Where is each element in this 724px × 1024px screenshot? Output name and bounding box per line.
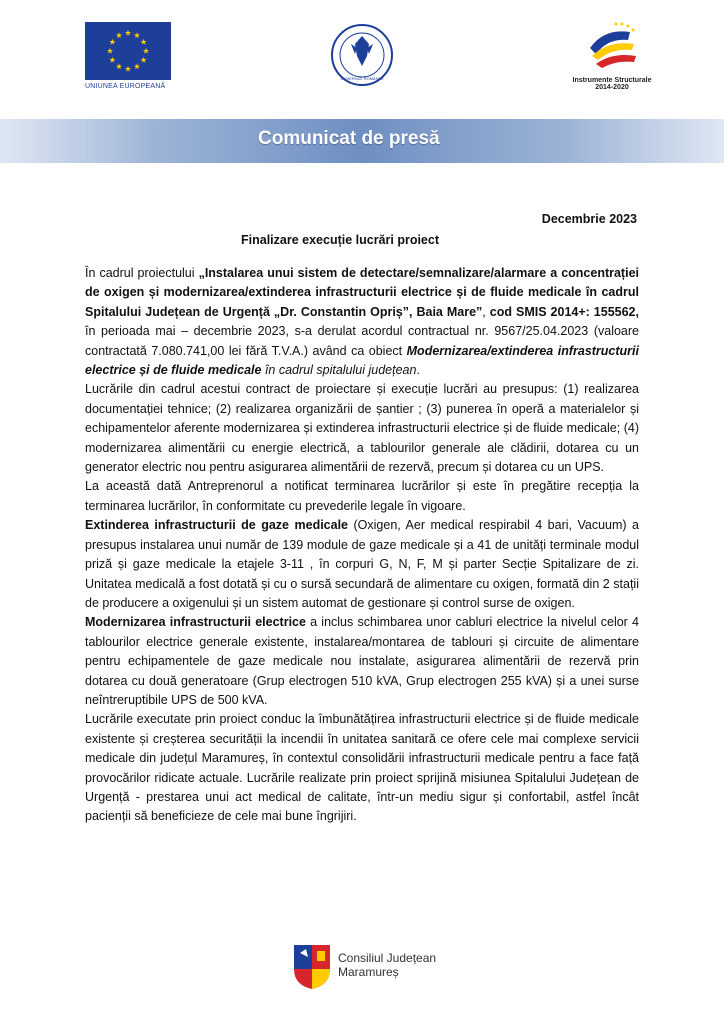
eu-flag-icon (85, 22, 171, 80)
eu-star-icon (109, 39, 115, 45)
gov-seal-text: GUVERNUL ROMÂNIEI (340, 76, 384, 81)
is-caption-title: Instrumente Structurale (572, 77, 652, 84)
eu-logo (85, 22, 175, 90)
is-emblem-icon (582, 18, 642, 70)
footer-logo (292, 943, 472, 991)
eu-star-icon (125, 66, 131, 72)
paragraph-intro: În cadrul proiectului „Instalarea unui sistem de detectare/semnalizare/alarmare a concentrației de oxigen și modernizarea/extinderea infrastructurii electrice și de fluide medicale în cadrul Spitalului Județean de Urgență „Dr. Constantin Opriș”, Baia Mare”, cod SMIS 2014+: 155562, în perioada mai – decembrie 2023, s-a derulat acordul contractual nr. 9567/25.04.2023 (valoare contractată 7.080.741,00 lei fără T.V.A.) având ca obiect Modernizarea/extinderea infrastructurii electrice și de fluide medicale în cadrul spitalului județean. (85, 266, 639, 378)
eu-star-icon (134, 63, 140, 69)
eu-star-icon (109, 57, 115, 63)
government-seal-logo (329, 22, 395, 88)
document-subtitle: Finalizare execuție lucrări proiect (241, 233, 439, 247)
eu-star-icon (134, 32, 140, 38)
is-caption-years: 2014-2020 (595, 84, 629, 91)
press-release-banner (0, 119, 724, 163)
eu-star-icon (107, 48, 113, 54)
document-date: Decembrie 2023 (541, 212, 637, 226)
eu-star-icon (141, 39, 147, 45)
eu-star-icon (141, 57, 147, 63)
paragraph-status: La această dată Antreprenorul a notificat terminarea lucrărilor și este în pregătire recepția la terminarea lucrărilor, în conformitate cu prevederile legale în vigoare. (85, 479, 639, 513)
paragraph-electric-infrastructure: Modernizarea infrastructurii electrice a inclus schimbarea unor cabluri electrice la nivelul celor 4 tablourilor electrice generale existente, instalarea/montarea de tablouri și circuite de alimentare pentru echipamentele de gaze medicale nou instalate, asigurarea alimentării de rezervă prin dotarea cu două generatoare (Grup electrogen 510 kVA, Grup electrogen 255 kVA) și a unei surse neîntreruptibile UPS de 500 kVA. (85, 615, 639, 707)
paragraph-works: Lucrările din cadrul acestui contract de proiectare și execuție lucrări au presupus: (1) realizarea documentației tehnice; (2) realizarea organizării de șantier ; (3) punerea în operă a materialelor și echipamentelor aferente modernizarea și extinderea infrastructurii electrice și de fluide medicale; (4) modernizarea alimentării cu energie electrică, a tablourilor generale ale clădirii, dotarea cu un generator electric nou pentru asigurarea alimentării de rezervă, precum și dotarea cu un UPS. (85, 382, 639, 475)
county-crest-icon (292, 943, 332, 991)
paragraph-conclusion: Lucrările executate prin proiect conduc la îmbunătățirea infrastructurii electrice și de fluide medicale existente și creșterea securității la incendii în unitatea sanitară ce ofere cele mai complexe servicii medicale din județul Maramureș, în contextul consolidării infrastructurii medicale pentru a face față provocărilor ridicate actuale. Lucrările realizate prin proiect sprijină misiunea Spitalului Județean de Urgență - prestarea unui act medical de calitate, într-un mediu sigur și confortabil, astfel încât pacienții să beneficieze de cele mai bune îngrijiri. (85, 712, 639, 824)
eu-star-icon (125, 30, 131, 36)
eu-caption: UNIUNEA EUROPEANĂ (85, 83, 166, 90)
eu-star-icon (143, 48, 149, 54)
banner-title: Comunicat de presă (258, 128, 440, 149)
eu-star-icon (116, 32, 122, 38)
paragraph-gas-infrastructure: Extinderea infrastructurii de gaze medicale (Oxigen, Aer medical respirabil 4 bari, Vacuum) a presupus instalarea unui număr de 139 module de gaze medicale și a 41 de unități terminale modul priză și gaze medicale la etajele 3-11 , în corpuri G, N, F, M și parter Secție Spitalizare de zi. Unitatea medicală a fost dotată și cu o sursă secundară de alimentare cu oxigen, formată din 2 stații de producere a oxigenului și un sistem automat de gestionare și control surse de oxigen. (85, 518, 640, 610)
eu-star-icon (116, 63, 122, 69)
instrumente-structurale-logo (566, 18, 658, 91)
footer-org-name: Consiliul Județean Maramureș (338, 951, 437, 979)
document-body (85, 264, 639, 827)
